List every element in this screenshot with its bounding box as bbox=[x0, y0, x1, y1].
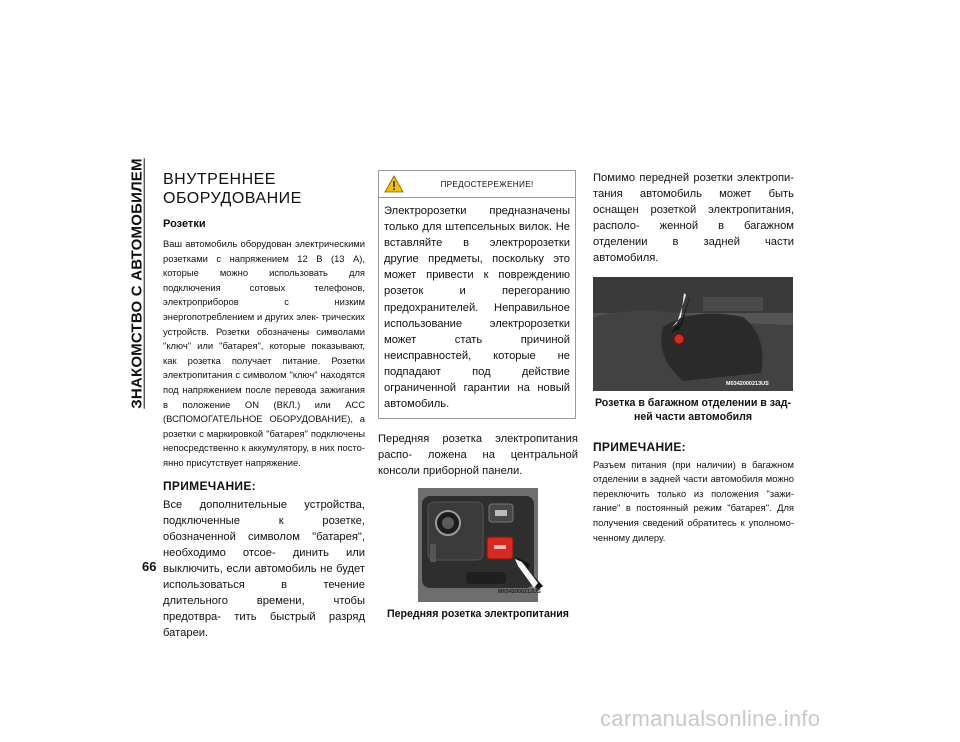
sockets-paragraph: Ваш автомобиль оборудован электрическими розетками с напряжением 12 В (13 А), которые можно использовать для подключения сотовых телефонов, электроприборов с низким энергопотреблением и других элек- трических устройств. Розетки обозначены символами "ключ" или "батарея", которые показывают, как розетка получает питание. Розетки электропитания с символом "ключ" находятся под напряжением после перевода зажигания в положение ON (ВКЛ.) или ACC (ВСПОМОГАТЕЛЬНОЕ ОБОРУДОВАНИЕ), а розетки с маркировкой "батарея" подключены непосредственно к аккумулятору, в них посто- янно присутствует напряжение. bbox=[163, 238, 365, 468]
section-side-tab bbox=[122, 157, 152, 409]
front-socket-caption: Передняя розетка электропитания bbox=[387, 607, 569, 620]
page-number: 66 bbox=[142, 559, 157, 574]
front-socket-figure bbox=[378, 488, 578, 621]
section-title-line-1: ВНУТРЕННЕЕ bbox=[163, 171, 276, 188]
rear-socket-image bbox=[593, 277, 793, 391]
warning-triangle-icon bbox=[384, 175, 404, 193]
rear-note-title: ПРИМЕЧАНИЕ: bbox=[593, 439, 686, 454]
section-title bbox=[163, 170, 365, 208]
note-title: ПРИМЕЧАНИЕ: bbox=[163, 478, 256, 493]
warning-box bbox=[378, 170, 576, 419]
rear-socket-caption-line-2: ней части автомобиля bbox=[633, 410, 753, 423]
warning-text: Электророзетки предназначены только для штепсельных вилок. Не вставляйте в электророзетки другие предметы, поскольку это может привести к повреждению розеток и перегоранию предохранителей. Неправильное использование электророзетки может стать причиной неисправностей, которые не подпадают под действие ограниченной гарантии на новый автомобиль. bbox=[384, 205, 570, 411]
rear-note-text: Разъем питания (при наличии) в багажном отделении в задней части автомобиля можно переключить только из положения "зажи- гание" в постоянный режим "батарея". Для получения сведений обратитесь к уполномо- ченному дилеру. bbox=[593, 458, 794, 543]
front-socket-image bbox=[378, 488, 578, 602]
warning-title: ПРЕДОСТЕРЕЖЕНИЕ! bbox=[440, 179, 534, 189]
column-1 bbox=[163, 170, 365, 641]
section-title-line-2: ОБОРУДОВАНИЕ bbox=[163, 190, 302, 207]
rear-socket-caption-line-1: Розетка в багажном отделении в зад- bbox=[595, 396, 791, 409]
front-socket-paragraph: Передняя розетка электропитания распо- ложена на центральной консоли приборной панели. bbox=[378, 433, 578, 478]
warning-header bbox=[379, 171, 575, 198]
note-text: Все дополнительные устройства, подключенные к розетке, обозначенной символом "батарея", необходимо отсое- динить или выключить, если автомобиль не будет использоваться в течение длительного времени, чтобы предотвра- тить быстрый разряд батареи. bbox=[163, 498, 365, 640]
front-socket-figure-code: M0342000212US bbox=[498, 588, 541, 595]
rear-socket-paragraph: Помимо передней розетки электропи- тания автомобиль может быть оснащен розеткой электропитания, располо- женной в багажном отделении в задней части автомобиля. bbox=[593, 172, 794, 265]
rear-socket-caption bbox=[593, 396, 793, 424]
section-side-label: ЗНАКОМСТВО С АВТОМОБИЛЕМ bbox=[128, 157, 146, 409]
subsection-title: Розетки bbox=[163, 218, 206, 230]
rear-socket-figure-code: M0342000213US bbox=[726, 380, 769, 387]
watermark: carmanualsonline.info bbox=[600, 706, 821, 731]
column-2 bbox=[378, 170, 578, 621]
column-3 bbox=[593, 170, 794, 545]
rear-socket-figure bbox=[593, 277, 793, 424]
